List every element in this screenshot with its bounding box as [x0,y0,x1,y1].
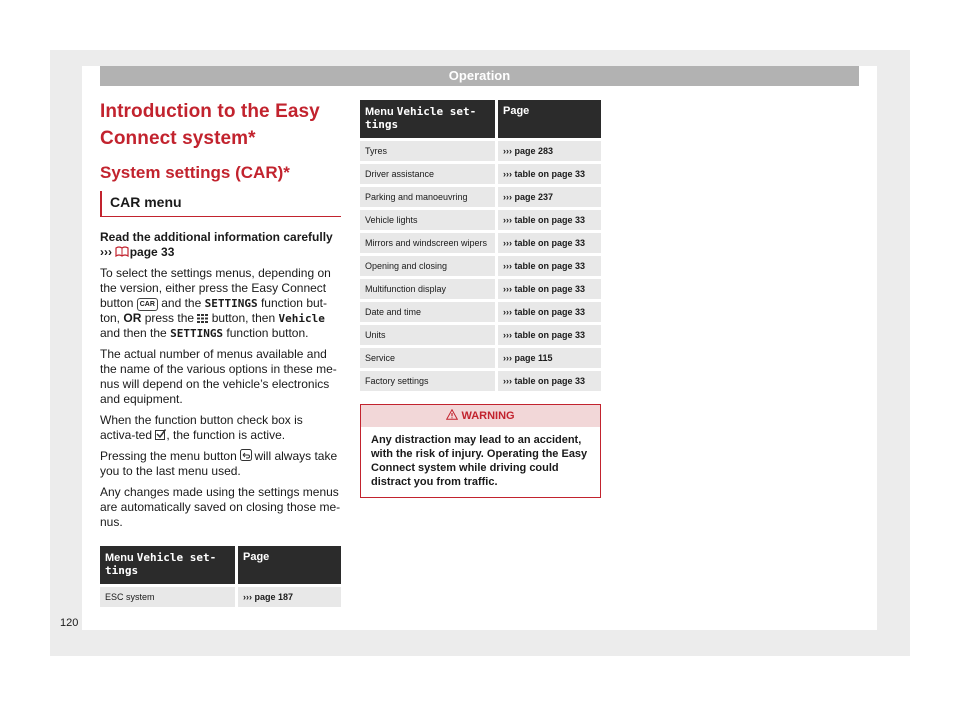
page-title: Introduction to the Easy Connect system* [100,101,320,149]
page-ref-cell[interactable]: ››› table on page 33 [498,164,601,184]
p4-text-a: Pressing the menu button [100,449,237,463]
table-header-row [100,546,341,584]
table-row [360,302,601,322]
menu-cell: Opening and closing [360,256,498,276]
menu-table-right [360,97,601,394]
table-row [360,233,601,253]
warning-text: Any distraction may lead to an accident, with the risk of injury. Operating the Easy Connect system while driving could distract you from traffic. [371,434,588,488]
table-header-row [360,100,601,138]
menu-cell: Units [360,325,498,345]
warning-triangle-icon [446,410,461,422]
p1-text-a: To select the settings menus, depending on the version, either press the Easy Connect button [100,266,331,310]
page-ref-cell[interactable]: ››› page 237 [498,187,601,207]
p1-text-c: function but-ton, [100,296,327,325]
ref-arrows: ››› [100,245,112,259]
vehicle-label: Vehicle [278,312,325,325]
menu-table-right-body [360,141,601,391]
p1-text-d: press the [144,311,195,325]
menu-header-prefix: Menu [365,106,394,118]
warning-header [361,405,600,427]
menu-header-mono: Vehicle set-tings [105,551,217,577]
page-ref-cell[interactable]: ››› table on page 33 [498,210,601,230]
p1-text-b: and the [161,296,202,310]
page-ref-cell[interactable]: ››› table on page 33 [498,256,601,276]
section-heading: CAR menu [100,191,341,217]
table-row [360,348,601,368]
p1-text-f: and then the [100,326,167,340]
page-column-header: Page [498,100,601,138]
settings-label: SETTINGS [204,297,258,310]
table-row [360,371,601,391]
page-ref-cell[interactable]: ››› table on page 33 [498,302,601,322]
back-arrow-icon [240,449,251,460]
menu-grid-icon [197,312,208,323]
menu-table-left [100,543,341,610]
checkbox-checked-icon [155,429,166,440]
car-button-icon: CAR [137,298,158,311]
table-row [360,279,601,299]
settings-label-2: SETTINGS [170,327,224,340]
page-column-header: Page [238,546,341,584]
warning-label: WARNING [461,410,515,422]
table-row [360,187,601,207]
warning-box [360,404,601,498]
page-number: 120 [60,617,79,629]
p3-text-b: , the function is active. [166,428,286,442]
paragraph-select-menus [100,266,341,341]
page-ref-cell[interactable]: ››› page 115 [498,348,601,368]
menu-header-prefix: Menu [105,552,134,564]
menu-cell: Mirrors and windscreen wipers [360,233,498,253]
page-ref-cell[interactable]: ››› page 187 [238,587,341,607]
menu-cell: Service [360,348,498,368]
menu-cell: Parking and manoeuvring [360,187,498,207]
left-column [100,98,341,610]
middle-column [360,100,601,498]
menu-cell: Multifunction display [360,279,498,299]
menu-column-header [100,546,238,584]
table-row [360,164,601,184]
page-ref-cell[interactable]: ››› table on page 33 [498,325,601,345]
read-first-ref-link[interactable]: page 33 [129,245,175,259]
paragraph-checkbox [100,413,341,443]
table-row [100,587,341,607]
menu-cell: ESC system [100,587,238,607]
menu-header-mono: Vehicle set-tings [365,105,477,131]
page-ref-cell[interactable]: ››› table on page 33 [498,233,601,253]
page-ref-cell[interactable]: ››› table on page 33 [498,279,601,299]
p4-text-b: will always take you to the last menu used. [100,449,338,478]
menu-cell: Date and time [360,302,498,322]
table-row [360,256,601,276]
section-header-bar: Operation [100,66,859,86]
table-row [360,325,601,345]
read-first-text: Read the additional information carefully [100,230,333,244]
paragraph-back-button [100,449,341,479]
menu-cell: Tyres [360,141,498,161]
menu-cell: Vehicle lights [360,210,498,230]
or-label: OR [123,311,142,325]
table-row [360,210,601,230]
menu-cell: Driver assistance [360,164,498,184]
menu-column-header [360,100,498,138]
table-row [360,141,601,161]
page-ref-cell[interactable]: ››› page 283 [498,141,601,161]
p1-text-g: function button. [226,326,309,340]
paragraph-autosave: Any changes made using the settings menus are automatically saved on closing those me-nus. [100,485,341,529]
page-subtitle: System settings (CAR)* [100,163,290,182]
book-icon [115,246,126,257]
read-first-note [100,230,341,260]
paragraph-menu-availability: The actual number of menus available and the name of the various options in these me-nus will depend on the vehicle’s electronics and equipment. [100,347,337,406]
p1-text-e: button, then [211,311,276,325]
menu-cell: Factory settings [360,371,498,391]
page-ref-cell[interactable]: ››› table on page 33 [498,371,601,391]
p3-text-a: When the function button check box is activa-ted [100,413,303,442]
menu-table-left-body [100,587,341,607]
